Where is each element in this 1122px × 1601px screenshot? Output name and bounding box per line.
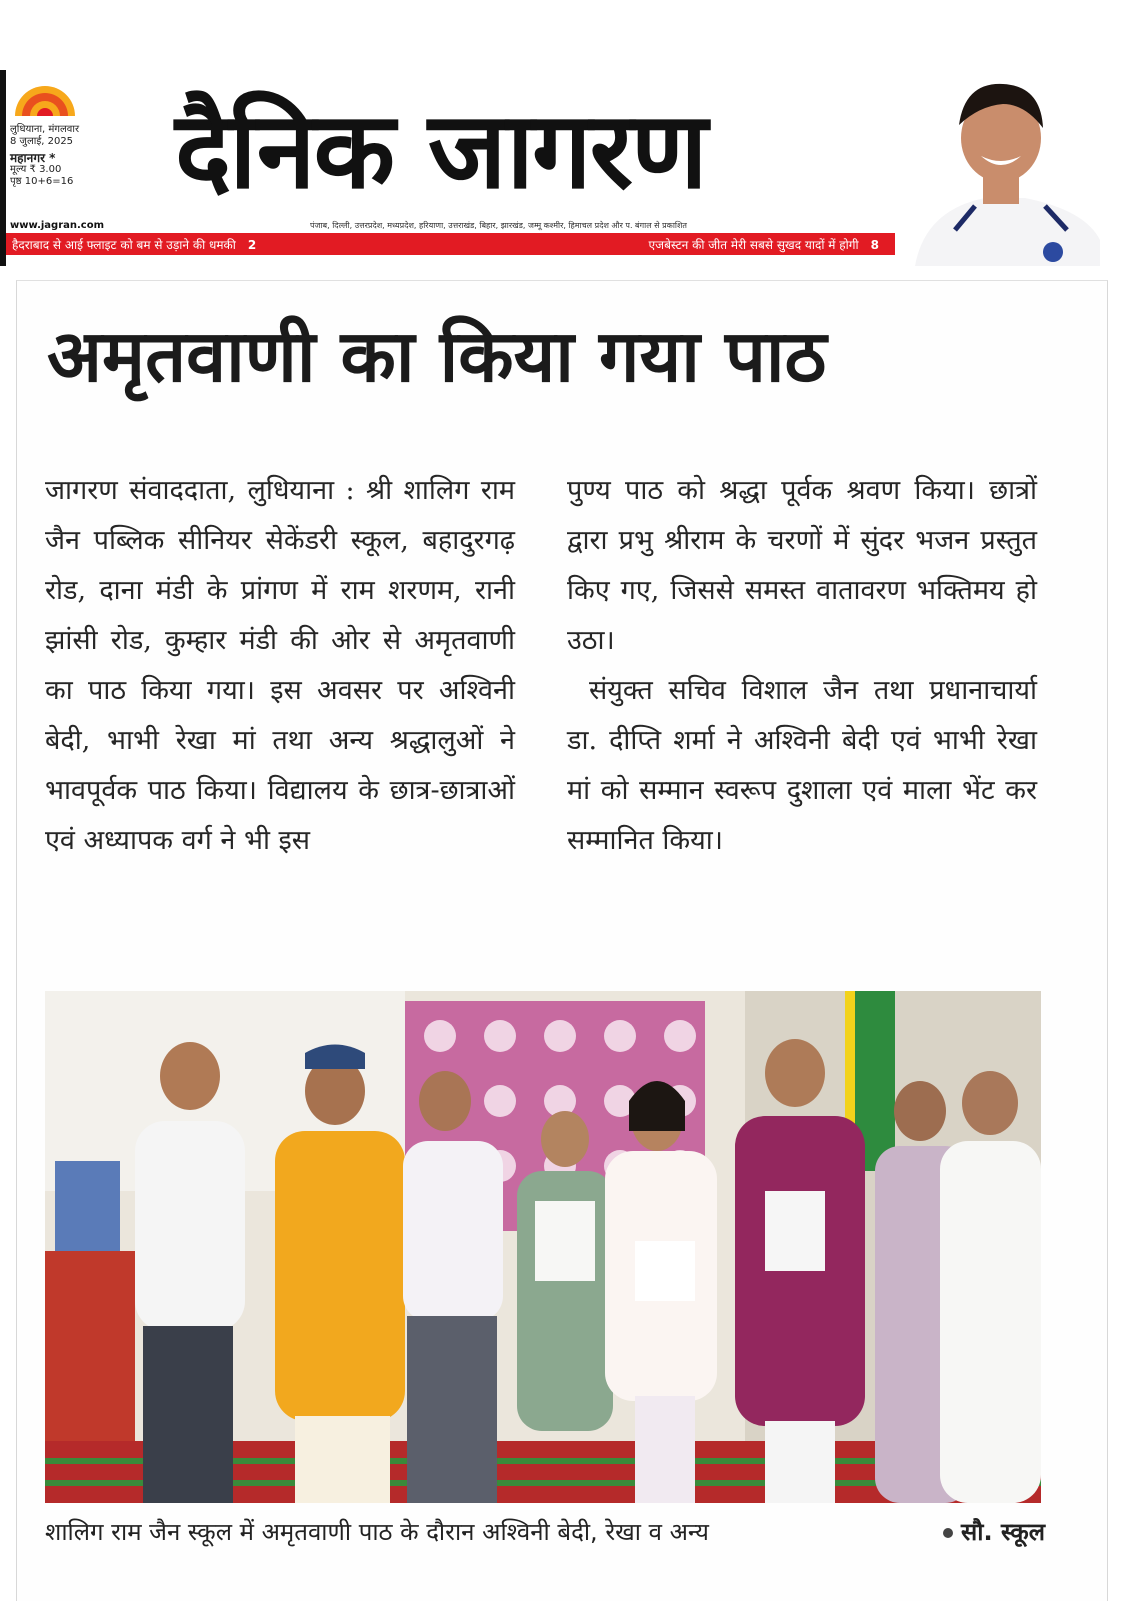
caption-text: शालिग राम जैन स्कूल में अमृतवाणी पाठ के दौरान अश्विनी बेदी, रेखा व अन्य xyxy=(45,1518,709,1546)
article-paragraph: जागरण संवाददाता, लुधियाना : श्री शालिग राम जैन पब्लिक सीनियर सेकेंडरी स्कूल, बहादुरगढ़ रोड, दाना मंडी के प्रांगण में राम शरणम, रानी झांसी रोड, कुम्हार मंडी की ओर से अमृतवाणी का पाठ किया गया। इस अवसर पर अश्विनी बेदी, भाभी रेखा मां तथा अन्य श्रद्धालुओं ने भावपूर्वक पाठ किया। विद्यालय के छात्र-छात्राओं एवं अध्यापक वर्ग ने भी इस xyxy=(45,475,515,856)
editions-line: पंजाब, दिल्ली, उत्तरप्रदेश, मध्यप्रदेश, हरियाणा, उत्तराखंड, बिहार, झारखंड, जम्मू कश्मीर, हिमाचल प्रदेश और प. बंगाल से प्रकाशित xyxy=(310,221,687,230)
ticker-left-page: 2 xyxy=(247,238,257,252)
newspaper-brand: दैनिक जागरण xyxy=(175,89,706,212)
photo-credit xyxy=(943,1516,1045,1548)
masthead xyxy=(0,70,1122,266)
bullet-icon xyxy=(943,1528,953,1538)
ticker-left-text: हैदराबाद से आई फ्लाइट को बम से उड़ाने की धमकी xyxy=(12,238,236,252)
ticker-left[interactable] xyxy=(12,236,256,253)
article-column-right xyxy=(567,466,1037,866)
meta-line: पृष्ठ 10+6=16 xyxy=(10,176,74,187)
meta-line: महानगर * xyxy=(10,151,56,165)
ticker-bar xyxy=(6,233,901,255)
sun-logo-icon xyxy=(10,78,80,118)
article-paragraph: पुण्य पाठ को श्रद्धा पूर्वक श्रवण किया। छात्रों द्वारा प्रभु श्रीराम के चरणों में सुंदर भजन प्रस्तुत किए गए, जिससे समस्त वातावरण भक्तिमय हो उठा। xyxy=(567,475,1037,656)
meta-line: लुधियाना, मंगलवार xyxy=(10,124,80,135)
article-clipping xyxy=(16,280,1108,1601)
edition-meta xyxy=(10,124,79,188)
ticker-right-page: 8 xyxy=(870,238,879,252)
article-column-left xyxy=(45,466,515,866)
event-photo xyxy=(45,991,1041,1503)
meta-line: मूल्य ₹ 3.00 xyxy=(10,164,62,175)
website-link[interactable]: www.jagran.com xyxy=(10,220,105,231)
article-paragraph: संयुक्त सचिव विशाल जैन तथा प्रधानाचार्या डा. दीप्ति शर्मा ने अश्विनी बेदी एवं भाभी रेखा मां को सम्मान स्वरूप दुशाला एवं माला भेंट कर सम्मानित किया। xyxy=(567,675,1037,856)
ticker-right-text: एजबेस्टन की जीत मेरी सबसे सुखद यादों में होगी xyxy=(648,238,859,252)
ticker-right[interactable] xyxy=(649,236,879,253)
cricketer-photo xyxy=(895,70,1100,266)
meta-line: 8 जुलाई, 2025 xyxy=(10,136,74,147)
photo-caption xyxy=(45,1516,1045,1548)
credit-text: सौ. स्कूल xyxy=(961,1518,1045,1546)
article-headline: अमृतवाणी का किया गया पाठ xyxy=(47,314,827,398)
